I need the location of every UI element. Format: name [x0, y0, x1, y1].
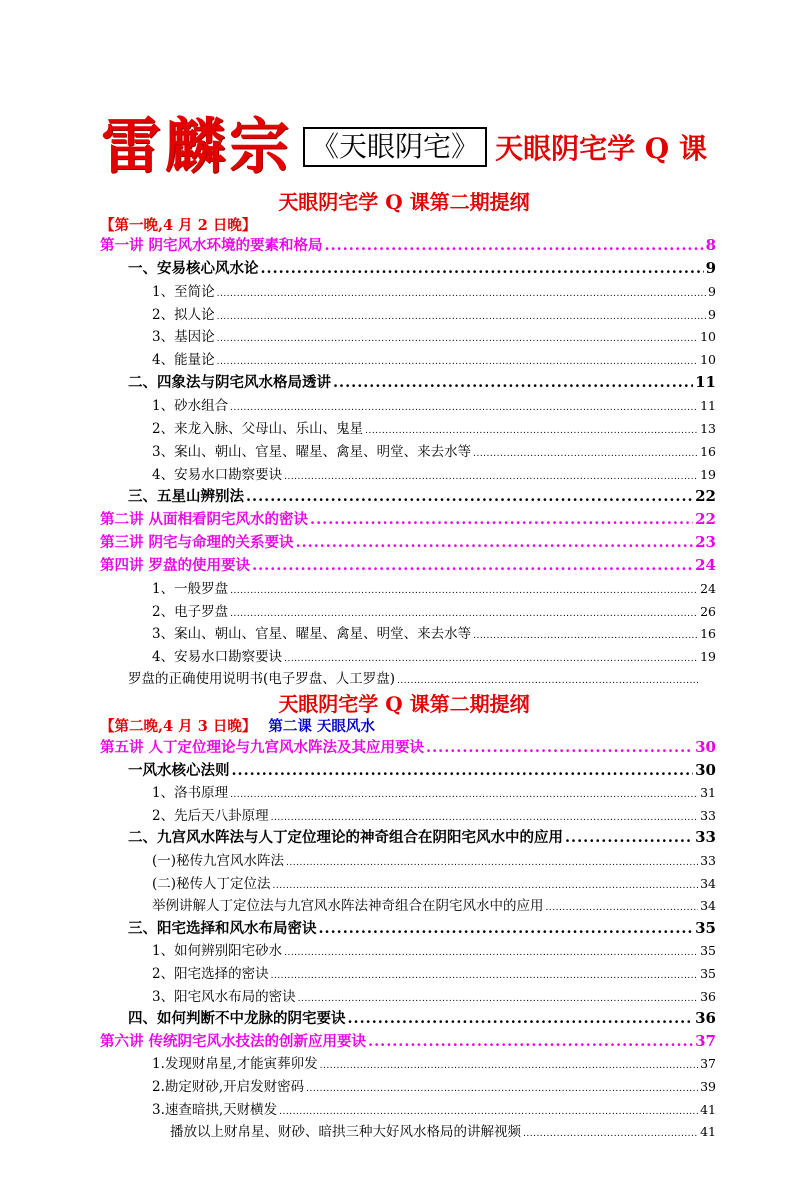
toc-page-number: 22 — [695, 510, 716, 529]
toc-page-number: 35 — [700, 966, 716, 981]
toc-lecture-entry[interactable] — [100, 736, 716, 757]
toc-page-number: 36 — [700, 988, 716, 1004]
toc-subsection-entry[interactable] — [152, 804, 716, 824]
toc-subsection-entry[interactable] — [152, 280, 716, 300]
toc-page-number: 19 — [700, 466, 716, 482]
leader-dots — [333, 374, 693, 391]
toc-entry-label: 1、砂水组合 — [152, 397, 229, 414]
toc-entry-label: 举例讲解人丁定位法与九宫风水阵法神奇组合在阴宅风水中的应用 — [152, 898, 544, 915]
leader-dots — [546, 903, 699, 913]
leader-dots — [365, 426, 698, 436]
toc-entry-label: 2.勘定财砂,开启发财密码 — [152, 1079, 305, 1095]
toc-subsection-entry[interactable] — [170, 1120, 716, 1140]
toc-page-number: 41 — [700, 1124, 716, 1140]
toc-subsection-entry[interactable] — [152, 348, 716, 368]
night-tag-1 — [100, 214, 256, 235]
toc-page-number: 33 — [695, 828, 716, 847]
toc-page-number: 24 — [695, 555, 716, 574]
toc-page-number: 36 — [695, 1009, 716, 1028]
toc-entry-label: 二、四象法与阴宅风水格局透讲 — [128, 374, 331, 392]
leader-dots — [261, 260, 704, 277]
leader-dots — [273, 881, 699, 891]
toc-subsection-entry[interactable] — [152, 962, 716, 982]
toc-section-entry[interactable] — [128, 257, 716, 278]
toc-entry-label: 2、来龙入脉、父母山、乐山、鬼星 — [152, 420, 364, 437]
night-label: 【第二晚,4 月 3 日晚】 — [100, 718, 257, 735]
toc-lecture-entry[interactable] — [100, 1030, 716, 1051]
toc-entry-label: 3、案山、朝山、官星、曜星、禽星、明堂、来去水等 — [152, 443, 472, 460]
toc-subsection-entry[interactable] — [152, 417, 716, 437]
leader-dots — [230, 586, 698, 596]
toc-page-number: 16 — [700, 443, 716, 459]
toc-subsection-entry[interactable] — [152, 1098, 716, 1118]
toc-entry-label: 2、先后天八卦原理 — [152, 807, 269, 824]
toc-subsection-entry[interactable] — [152, 600, 716, 620]
toc-lecture-entry[interactable] — [100, 531, 716, 552]
toc-subsection-entry[interactable] — [152, 622, 716, 642]
toc-entry-label: 一风水核心法则 — [128, 761, 230, 779]
toc-entry-label: 第二讲 从面相看阴宅风水的密诀 — [100, 511, 309, 529]
leader-dots — [523, 1129, 698, 1139]
brand-header — [0, 112, 808, 182]
toc-section-entry[interactable] — [128, 759, 716, 780]
leader-dots — [230, 609, 698, 619]
compass-manual-note — [128, 667, 698, 687]
toc-subsection-entry[interactable] — [152, 781, 716, 801]
leader-dots — [252, 557, 693, 574]
toc-page-number: 39 — [700, 1079, 716, 1094]
leader-dots — [310, 511, 693, 528]
toc-entry-label: 3、阳宅风水布局的密诀 — [152, 988, 296, 1005]
toc-page-number: 33 — [700, 807, 716, 823]
leader-dots — [296, 534, 694, 551]
leader-dots — [217, 312, 706, 322]
toc-page-number: 33 — [700, 853, 716, 868]
toc-subsection-entry[interactable] — [152, 985, 716, 1005]
leader-dots — [473, 631, 698, 641]
leader-dots — [246, 488, 693, 505]
course-label: 第二课 天眼风水 — [268, 718, 375, 735]
toc-entry-label: 1、至简论 — [152, 283, 215, 300]
toc-entry-label: 4、安易水口勘察要诀 — [152, 649, 283, 666]
leader-dots — [298, 994, 699, 1004]
toc-entry-label: 一、安易核心风水论 — [128, 259, 259, 277]
toc-entry-label: 3、基因论 — [152, 329, 215, 346]
toc-page-number: 11 — [695, 373, 716, 392]
night-tag-2 — [100, 715, 375, 736]
leader-dots — [217, 334, 699, 344]
night-label: 【第一晚,4 月 2 日晚】 — [100, 217, 257, 234]
toc-subsection-entry[interactable] — [152, 849, 716, 869]
leader-dots — [319, 920, 694, 937]
toc-entry-label: 二、九宫风水阵法与人丁定位理论的神奇组合在阴阳宅风水中的应用 — [128, 829, 563, 847]
toc-entry-label: (一)秘传九宫风水阵法 — [152, 853, 285, 869]
toc-lecture-entry[interactable] — [100, 508, 716, 529]
toc-subsection-entry[interactable] — [152, 325, 716, 345]
leader-dots — [426, 739, 693, 756]
toc-entry-label: 4、安易水口勘察要诀 — [152, 466, 283, 483]
leader-dots — [230, 790, 698, 800]
toc-page-number: 35 — [700, 943, 716, 959]
leader-dots — [397, 676, 698, 686]
toc-section-entry[interactable] — [128, 485, 716, 506]
toc-page-number: 24 — [700, 580, 716, 596]
leader-dots — [232, 762, 694, 779]
toc-entry-label: 三、阳宅选择和风水布局密诀 — [128, 919, 317, 937]
toc-page-number: 31 — [700, 785, 716, 801]
toc-page-number: 26 — [700, 603, 716, 619]
toc-page-number: 19 — [700, 649, 716, 665]
toc-subsection-entry[interactable] — [152, 440, 716, 460]
leader-dots — [473, 449, 698, 459]
toc-entry-label: 第六讲 传统阴宅风水技法的创新应用要诀 — [100, 1032, 367, 1050]
toc-entry-label: 播放以上财帛星、财砂、暗拱三种大好风水格局的讲解视频 — [170, 1124, 521, 1141]
brand-course-title: 天眼阴宅学 Q 课 — [495, 132, 707, 165]
leader-dots — [217, 357, 699, 367]
toc-page-number: 11 — [700, 397, 716, 413]
toc-page-number: 16 — [700, 626, 716, 642]
toc-page-number: 9 — [708, 283, 716, 299]
toc-subsection-entry[interactable] — [152, 463, 716, 483]
toc-page-number: 37 — [700, 1056, 716, 1072]
toc-lecture-entry[interactable] — [100, 554, 716, 575]
toc-entry-label: 第五讲 人丁定位理论与九宫风水阵法及其应用要诀 — [100, 739, 425, 756]
leader-dots — [230, 403, 698, 413]
toc-page-number: 30 — [695, 738, 716, 756]
toc-entry-label: 3、案山、朝山、官星、曜星、禽星、明堂、来去水等 — [152, 626, 472, 643]
leader-dots — [325, 237, 704, 254]
leader-dots — [348, 1010, 694, 1027]
leader-dots — [284, 948, 698, 958]
toc-entry-label: 3.速查暗拱,天财横发 — [152, 1101, 278, 1118]
leader-dots — [565, 829, 693, 846]
toc-page-number: 30 — [695, 760, 716, 779]
toc-page-number: 37 — [695, 1031, 716, 1050]
toc-subsection-entry[interactable] — [152, 1052, 716, 1072]
outline-heading-1: 天眼阴宅学 Q 课第二期提纲 — [278, 190, 530, 214]
toc-entry-label: 1、洛书原理 — [152, 785, 229, 802]
leader-dots — [271, 971, 699, 981]
toc-page-number: 9 — [705, 258, 716, 277]
brand-boxed-title: 《天眼阴宅》 — [303, 127, 487, 167]
leader-dots — [286, 858, 698, 868]
leader-dots — [284, 654, 698, 664]
toc-subsection-entry[interactable] — [152, 1075, 716, 1095]
toc-section-entry[interactable] — [128, 917, 716, 938]
leader-dots — [284, 472, 698, 482]
toc-entry-label: 第四讲 罗盘的使用要诀 — [100, 556, 251, 574]
toc-entry-label: 2、阳宅选择的密诀 — [152, 966, 269, 982]
toc-entry-label: 2、拟人论 — [152, 306, 215, 323]
toc-subsection-entry[interactable] — [152, 577, 716, 597]
leader-dots — [368, 1033, 693, 1050]
note-label: 罗盘的正确使用说明书(电子罗盘、人工罗盘) — [128, 671, 396, 687]
toc-entry-label: 1.发现财帛星,才能寅葬卯发 — [152, 1056, 318, 1073]
toc-page-number: 10 — [700, 352, 716, 368]
toc-page-number: 23 — [695, 533, 716, 552]
toc-entry-label: (二)秘传人丁定位法 — [152, 875, 271, 892]
toc-subsection-entry[interactable] — [152, 303, 716, 323]
brand-name: 雷麟宗 — [101, 112, 294, 182]
toc-section-entry[interactable] — [128, 826, 716, 847]
leader-dots — [320, 1061, 698, 1071]
toc-page-number: 10 — [700, 329, 716, 345]
toc-page-number: 13 — [700, 420, 716, 436]
toc-lecture-entry[interactable] — [100, 234, 716, 255]
toc-page-number: 9 — [708, 306, 716, 322]
toc-entry-label: 第一讲 阴宅风水环境的要素和格局 — [100, 237, 323, 254]
toc-subsection-entry[interactable] — [152, 894, 716, 914]
toc-page-number: 34 — [700, 898, 716, 914]
leader-dots — [279, 1107, 698, 1117]
toc-subsection-entry[interactable] — [152, 645, 716, 665]
toc-entry-label: 1、如何辨别阳宅砂水 — [152, 943, 283, 960]
toc-subsection-entry[interactable] — [152, 872, 716, 892]
leader-dots — [306, 1084, 698, 1094]
toc-entry-label: 2、电子罗盘 — [152, 603, 229, 620]
toc-entry-label: 三、五星山辨别法 — [128, 488, 244, 506]
toc-page-number: 22 — [695, 487, 716, 506]
leader-dots — [271, 813, 699, 823]
toc-section-entry[interactable] — [128, 371, 716, 392]
toc-entry-label: 1、一般罗盘 — [152, 580, 229, 597]
toc-subsection-entry[interactable] — [152, 939, 716, 959]
toc-section-entry[interactable] — [128, 1007, 716, 1028]
toc-entry-label: 第三讲 阴宅与命理的关系要诀 — [100, 534, 294, 552]
leader-dots — [217, 289, 706, 299]
toc-subsection-entry[interactable] — [152, 394, 716, 414]
toc-entry-label: 四、如何判断不中龙脉的阴宅要诀 — [128, 1010, 346, 1028]
toc-page-number: 41 — [700, 1101, 716, 1117]
toc-page-number: 8 — [705, 236, 716, 254]
toc-page-number: 34 — [700, 875, 716, 891]
outline-heading-2: 天眼阴宅学 Q 课第二期提纲 — [278, 692, 530, 716]
toc-page-number: 35 — [695, 918, 716, 937]
toc-entry-label: 4、能量论 — [152, 352, 215, 369]
